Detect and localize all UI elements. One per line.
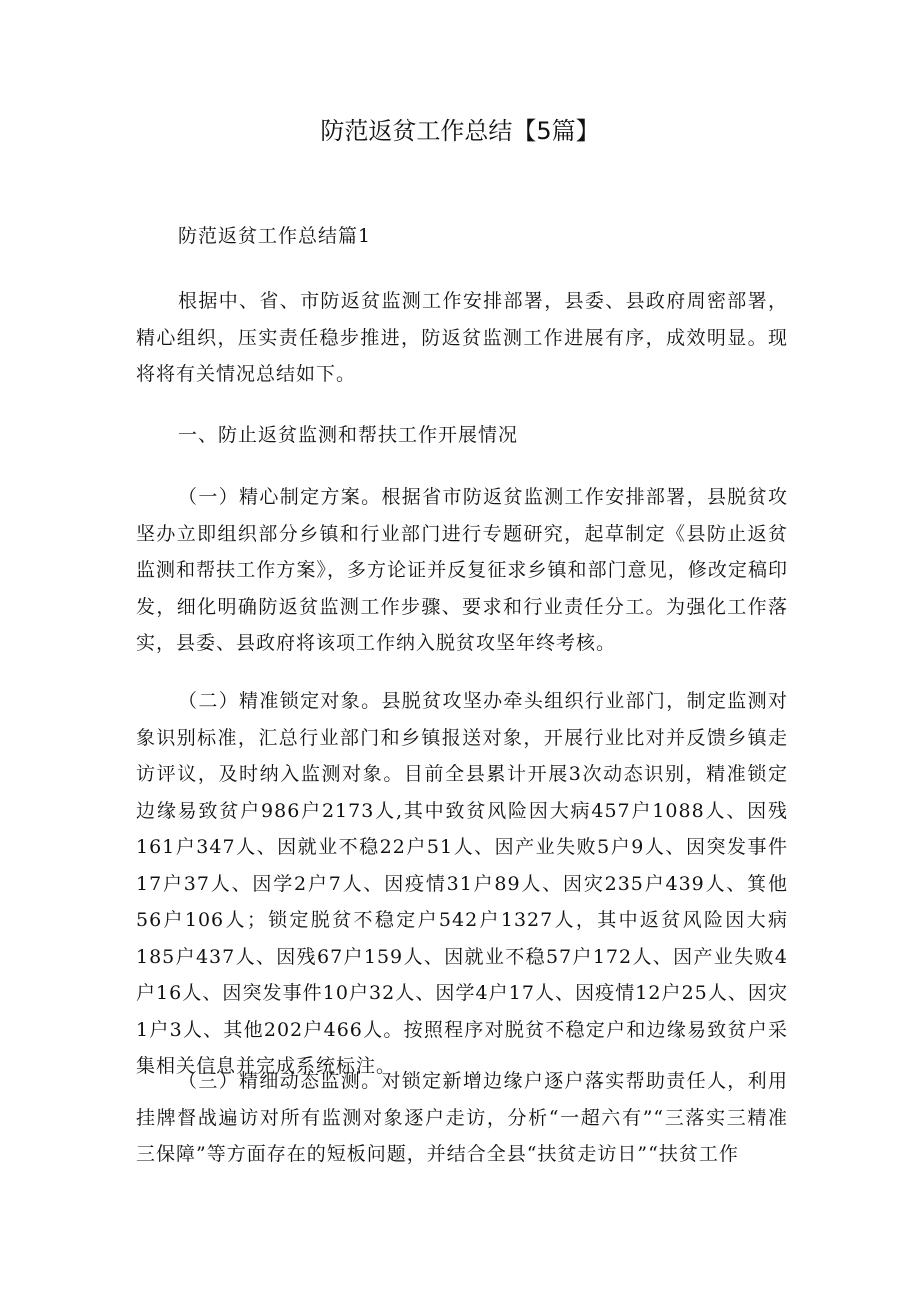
paragraph-targets: （二）精准锁定对象。县脱贫攻坚办牵头组织行业部门，制定监测对象识别标准，汇总行业部门和乡镇报送对象，开展行业比对并反馈乡镇走访评议，及时纳入监测对象。目前全县累计开展3次动态识别，精准锁定边缘易致贫户986户2173人,其中致贫风险因大病457户1088人、因残161户347人、因就业不稳22户51人、因产业失败5户9人、因突发事件17户37人、因学2户7人、因疫情31户89人、因灾235户439人、箕他56户106人；锁定脱贫不稳定户542户1327人，其中返贫风险因大病185户437人、因残67户159人、因就业不稳57户172人、因产业失败4户16人、因突发事件10户32人、因学4户17人、因疫情12户25人、因灾1户3人、其他202户466人。按照程序对脱贫不稳定户和边缘易致贫户采集相关信息并完成系统标注。: [136, 690, 788, 1077]
paragraph-plan: （一）精心制定方案。根据省市防返贫监测工作安排部署，县脱贫攻坚办立即组织部分乡镇和行业部门进行专题研究，起草制定《县防止返贫监测和帮扶工作方案》，多方论证并反复征求乡镇和部门意见，修改定稿印发，细化明确防返贫监测工作步骤、要求和行业责任分工。为强化工作落实，县委、县政府将该项工作纳入脱贫攻坚年终考核。: [136, 486, 788, 654]
paragraph-monitoring: （三）精细动态监测。对锁定新增边缘户逐户落实帮助责任人，利用挂牌督战遍访对所有监测对象逐户走访，分析“一超六有”“三落实三精准三保障”等方面存在的短板问题，并结合全县“扶贫走访日”“扶贫工作: [136, 1070, 788, 1165]
piece-heading: 防范返贫工作总结篇1: [178, 225, 372, 247]
intro-paragraph: 根据中、省、市防返贫监测工作安排部署，县委、县政府周密部署，精心组织，压实责任稳步推进，防返贫监测工作进展有序，成效明显。现将将有关情况总结如下。: [136, 290, 788, 385]
section-heading: 一、防止返贫监测和帮扶工作开展情况: [178, 424, 519, 446]
document-title: 防范返贫工作总结【5篇】: [320, 117, 600, 145]
